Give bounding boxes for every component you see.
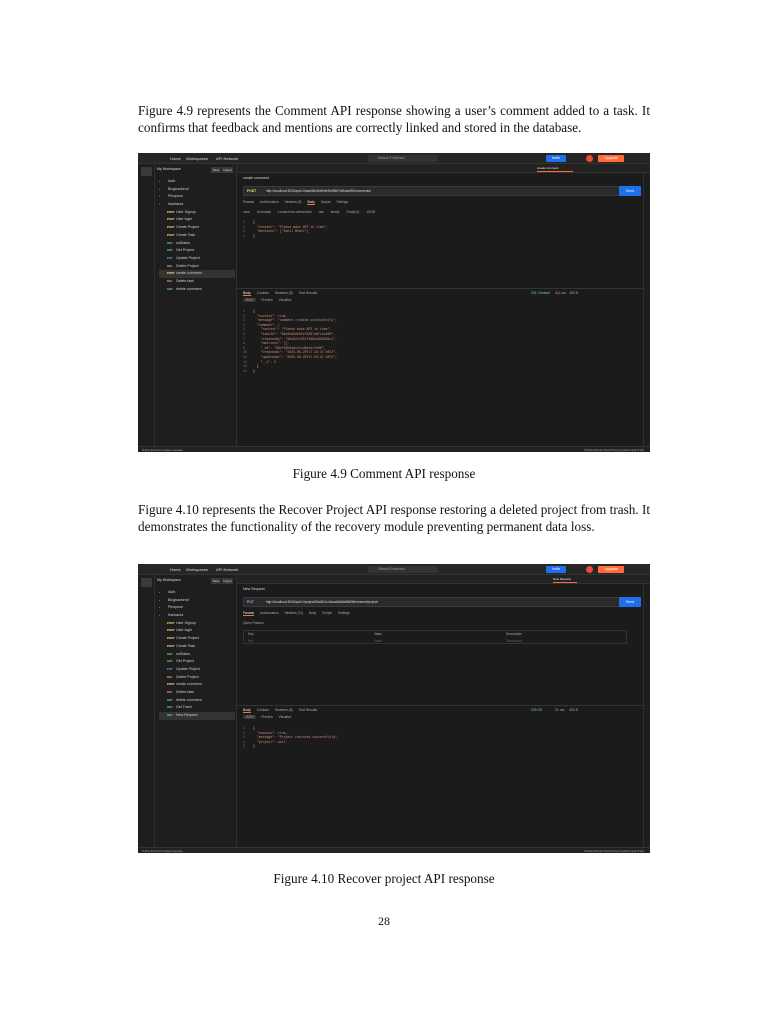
statusbar-left: Online Find and replace Console: [142, 448, 183, 452]
request-subtabs: [243, 200, 627, 207]
request-main: [237, 173, 643, 446]
sidebar-item[interactable]: [159, 666, 235, 674]
method-badge: POST: [167, 636, 175, 641]
sidebar-item[interactable]: [159, 635, 235, 643]
environments-icon[interactable]: [141, 180, 152, 189]
flows-icon[interactable]: [141, 604, 152, 613]
response-body: [243, 309, 337, 373]
collection-tree: [159, 589, 235, 720]
code-line: 2 "success": true,: [243, 730, 288, 735]
subtab[interactable]: Headers (8): [284, 200, 302, 204]
environments-icon[interactable]: [141, 591, 152, 600]
method-badge: POST: [167, 628, 175, 633]
sidebar-item-label: Delete Project: [176, 263, 199, 268]
subtab[interactable]: Body: [307, 200, 315, 204]
sidebar-item[interactable]: [159, 286, 235, 294]
method-badge: DEL: [167, 278, 173, 283]
param-col-description: Description: [506, 632, 522, 636]
method-badge: POST: [167, 217, 175, 222]
tab-cookies[interactable]: Cookies: [256, 291, 269, 295]
nav-home[interactable]: Home: [170, 567, 181, 572]
tab-test-results[interactable]: Test Results: [298, 708, 318, 712]
method-badge: ›: [159, 179, 160, 183]
code-line: 8 "mentions": [],: [243, 341, 290, 346]
format-select[interactable]: JSON: [245, 715, 254, 719]
query-params-table: [243, 630, 627, 644]
method-badge: ›: [159, 194, 160, 199]
method-select[interactable]: PUT: [247, 600, 254, 604]
code-line: 3 "message": "Project restored successfully",: [243, 735, 340, 740]
avatar[interactable]: [586, 155, 593, 162]
import-button[interactable]: Import: [223, 579, 232, 583]
sidebar-item[interactable]: [159, 612, 235, 620]
code-line: 6 "taskId": "68c9b8b9e9fef3567a9fcac890",: [243, 331, 336, 336]
avatar[interactable]: [586, 566, 593, 573]
query-params-label: Query Params: [243, 621, 264, 625]
sidebar-item-label: usStatus: [176, 240, 190, 245]
method-badge: GET: [167, 697, 173, 702]
method-badge: ›: [159, 613, 160, 618]
new-button[interactable]: New: [212, 579, 219, 583]
subtab[interactable]: Settings: [337, 611, 350, 615]
sidebar-item[interactable]: [159, 643, 235, 651]
right-rail: [643, 173, 650, 446]
status-badge: 201 Created: [531, 291, 550, 295]
collection-tree: [159, 178, 235, 293]
sidebar-item-label: Kanbania: [168, 613, 184, 618]
code-line: 12 "__v": 0: [243, 359, 276, 364]
collections-icon[interactable]: [141, 167, 152, 176]
response-body: [243, 726, 339, 749]
visualize-button[interactable]: Visualize: [278, 298, 292, 302]
sidebar: [155, 575, 237, 847]
code-line: 4 "comment": {: [243, 322, 280, 327]
page-number: 28: [378, 914, 390, 928]
sidebar-item-label: Create Project: [176, 225, 199, 230]
method-badge: POST: [167, 620, 175, 625]
sidebar-item[interactable]: [159, 224, 235, 232]
method-badge: ›: [159, 202, 160, 207]
method-badge: GET: [167, 286, 173, 291]
right-rail: [643, 584, 650, 847]
invite-button[interactable]: Invite: [546, 566, 566, 573]
sidebar: [155, 164, 237, 446]
nav-home[interactable]: Home: [170, 156, 181, 161]
sidebar-item-label: Delete task: [176, 278, 194, 283]
subtab[interactable]: Authorization: [259, 200, 279, 204]
request-subtabs: [243, 611, 627, 618]
sidebar-item[interactable]: [159, 620, 235, 628]
code-line: 7 "createdBy": "68c8cfc5571fdba1983281c1",: [243, 336, 338, 341]
status-badge: 200 OK: [531, 708, 543, 712]
sidebar-item[interactable]: [159, 255, 235, 263]
sidebar-item-label: New Request: [176, 713, 198, 717]
sidebar-item[interactable]: [159, 589, 235, 597]
tab-body[interactable]: Body: [243, 291, 251, 295]
code-line: 4 "project": null: [243, 739, 286, 744]
method-badge: POST: [167, 682, 175, 687]
subtab[interactable]: none: [243, 210, 251, 214]
param-value-input[interactable]: Value: [374, 639, 382, 643]
response-tools: [243, 298, 291, 305]
tab-headers[interactable]: Headers (8): [274, 708, 293, 712]
code-line: 1 {: [243, 220, 255, 224]
left-rail: [138, 164, 155, 446]
method-badge: GET: [167, 705, 173, 710]
sidebar-item[interactable]: [159, 712, 235, 720]
code-line: 9 "_id": "68cf93b94acc1cd8d1e1fe06",: [243, 345, 326, 350]
subtab[interactable]: binary: [330, 210, 340, 214]
collections-icon[interactable]: [141, 578, 152, 587]
method-badge: ›: [159, 186, 160, 191]
sidebar-item[interactable]: [159, 216, 235, 224]
method-badge: DEL: [167, 263, 173, 268]
app-topbar: [138, 564, 650, 575]
method-badge: ›: [159, 597, 160, 602]
sidebar-item-label: Auth: [168, 590, 176, 594]
code-line: 1 {: [243, 309, 255, 313]
nav-api-network[interactable]: API Network: [216, 156, 239, 161]
nav-workspaces[interactable]: Workspaces: [186, 156, 208, 161]
sidebar-item-label: Get Project: [176, 248, 194, 253]
import-button[interactable]: Import: [223, 168, 232, 172]
param-col-key: Key: [248, 632, 254, 636]
request-main: [237, 584, 643, 847]
sidebar-item-label: User Signup: [176, 620, 196, 625]
sidebar-item-label: create comment: [176, 682, 202, 687]
sidebar-item-label: Pinsproul: [168, 194, 183, 199]
method-badge: GET: [167, 248, 173, 253]
left-rail: [138, 575, 155, 847]
subtab[interactable]: Params: [243, 200, 254, 204]
visualize-button[interactable]: Visualize: [278, 715, 292, 719]
code-line: 3 "mentions": ["Sunil Bhatt"]: [243, 229, 309, 234]
method-badge: GET: [167, 651, 173, 656]
sidebar-item[interactable]: [159, 658, 235, 666]
subtab[interactable]: JSON: [366, 210, 376, 214]
status-bar: [138, 446, 650, 452]
method-badge: DEL: [167, 674, 173, 679]
response-size: 453 B: [569, 708, 578, 712]
subtab[interactable]: Authorization: [259, 611, 279, 615]
sidebar-item-label: Get Project: [176, 659, 194, 664]
request-name: New Request: [243, 587, 265, 591]
request-body-editor[interactable]: [243, 220, 328, 238]
sidebar-item-label: Create Task: [176, 643, 196, 648]
sidebar-item-label: create comment: [176, 271, 202, 276]
method-badge: ›: [159, 590, 160, 594]
sidebar-item[interactable]: [159, 674, 235, 682]
search-input[interactable]: Search Postman: [368, 155, 438, 162]
param-description-input[interactable]: Description: [506, 639, 522, 643]
flows-icon[interactable]: [141, 193, 152, 202]
caption-fig-4-9: Figure 4.9 Comment API response: [292, 466, 476, 481]
request-tabs: [237, 575, 650, 584]
sidebar-item-label: Create Task: [176, 232, 196, 237]
code-line: 10 "createdAt": "2025-09-20T17:23:37.867Z",: [243, 350, 338, 355]
code-line: 2 "success": true,: [243, 313, 288, 318]
sidebar-item-label: User login: [176, 217, 193, 222]
sidebar-item[interactable]: [159, 604, 235, 612]
invite-button[interactable]: Invite: [546, 155, 566, 162]
code-line: 4 }: [243, 233, 255, 238]
method-badge: PUT: [167, 666, 173, 671]
format-select[interactable]: JSON: [245, 298, 254, 302]
statusbar-right: Postbot Runner Start Proxy Cookies Vault Trash: [584, 849, 644, 853]
sidebar-item[interactable]: [159, 278, 235, 286]
sidebar-item-label: User login: [176, 628, 193, 633]
new-button[interactable]: New: [212, 168, 219, 172]
response-time: 411 ms: [555, 291, 566, 295]
sidebar-item[interactable]: [159, 201, 235, 209]
subtab[interactable]: Headers (11): [284, 611, 303, 615]
sidebar-item-label: Update Project: [176, 255, 200, 260]
sidebar-item[interactable]: [159, 270, 235, 278]
sidebar-item-label: Kanbania: [168, 202, 184, 207]
status-bar: [138, 847, 650, 853]
request-name: create comment: [243, 176, 269, 180]
sidebar-item-label: Delete task: [176, 689, 194, 694]
sidebar-item[interactable]: [159, 689, 235, 697]
tab-new-request[interactable]: New Request: [553, 576, 577, 583]
method-badge: ›: [159, 605, 160, 610]
sidebar-item[interactable]: [159, 247, 235, 255]
sidebar-item-label: delete comment: [176, 286, 202, 291]
search-input[interactable]: Search Postman: [368, 566, 438, 573]
sidebar-item[interactable]: [159, 232, 235, 240]
tab-body[interactable]: Body: [243, 708, 251, 712]
sidebar-item-label: Blogbackend: [168, 186, 189, 191]
sidebar-item-label: Update Project: [176, 666, 200, 671]
sidebar-item-label: Get Trash: [176, 705, 192, 710]
method-badge: GET: [167, 659, 173, 664]
method-badge: POST: [167, 232, 175, 237]
tab-headers[interactable]: Headers (8): [274, 291, 293, 295]
method-select[interactable]: POST: [247, 189, 257, 193]
sidebar-item-label: usStatus: [176, 651, 190, 656]
workspace-name: My Workspace: [157, 578, 181, 582]
method-badge: POST: [167, 209, 175, 214]
code-line: 5 "content": "Please make API in time",: [243, 327, 332, 332]
sidebar-item[interactable]: [159, 627, 235, 635]
subtab[interactable]: Scripts: [322, 611, 332, 615]
param-key-input[interactable]: Key: [248, 639, 254, 643]
url-bar[interactable]: [243, 186, 627, 196]
nav-workspaces[interactable]: Workspaces: [186, 567, 208, 572]
code-line: 13 }: [243, 364, 259, 369]
sidebar-item-label: delete comment: [176, 697, 202, 702]
tab-test-results[interactable]: Test Results: [298, 291, 318, 295]
subtab[interactable]: form-data: [257, 210, 271, 214]
subtab[interactable]: Settings: [336, 200, 348, 204]
url-bar[interactable]: [243, 597, 627, 607]
code-line: 5 }: [243, 744, 255, 749]
sidebar-item-label: Auth: [168, 179, 176, 183]
sidebar-item-label: Pinsproul: [168, 605, 183, 610]
code-line: 14 }: [243, 368, 255, 373]
method-badge: GET: [167, 240, 173, 245]
tab-cookies[interactable]: Cookies: [256, 708, 269, 712]
sidebar-item[interactable]: [159, 186, 235, 194]
method-badge: POST: [167, 643, 175, 648]
subtab[interactable]: x-www-form-urlencoded: [277, 210, 312, 214]
subtab[interactable]: GraphQL: [346, 210, 360, 214]
param-col-value: Value: [374, 632, 382, 636]
preview-button[interactable]: Preview: [261, 298, 273, 302]
sidebar-item[interactable]: [159, 651, 235, 659]
caption-fig-4-10: Figure 4.10 Recover project API response: [273, 871, 495, 886]
paragraph-fig-4-10: Figure 4.10 represents the Recover Project API response restoring a deleted project from trash. It demonstrates the functionality of the recovery module preventing permanent data loss.: [138, 502, 650, 534]
sidebar-item[interactable]: [159, 681, 235, 689]
response-bar: [237, 705, 643, 713]
sidebar-item[interactable]: [159, 697, 235, 705]
response-tools: [243, 715, 291, 722]
method-badge: GET: [167, 713, 173, 717]
upgrade-button[interactable]: Upgrade: [598, 566, 624, 573]
screenshot-comment-api: [138, 153, 650, 452]
subtab[interactable]: raw: [318, 210, 324, 214]
method-badge: POST: [167, 271, 175, 276]
request-tabs: [237, 164, 650, 173]
upgrade-button[interactable]: Upgrade: [598, 155, 624, 162]
sidebar-item-label: Blogbackend: [168, 597, 189, 602]
paragraph-fig-4-9: Figure 4.9 represents the Comment API response showing a user’s comment added to a task. It confirms that feedback and mentions are correctly linked and stored in the database.: [138, 103, 650, 135]
code-line: 1 {: [243, 726, 255, 730]
workspace-name: My Workspace: [157, 167, 181, 171]
code-line: 11 "updatedAt": "2025-09-20T17:23:37.867Z",: [243, 354, 338, 359]
sidebar-item[interactable]: [159, 178, 235, 186]
code-line: 3 "message": "comment created successfully",: [243, 318, 338, 323]
preview-button[interactable]: Preview: [261, 715, 273, 719]
response-size: 453 B: [569, 291, 578, 295]
sidebar-item[interactable]: [159, 209, 235, 217]
url-input[interactable]: http://localhost:3000/api/v1/task/68c9b8b9e9fef3567a9fcac890/comments/: [266, 189, 371, 193]
body-options: [243, 210, 627, 217]
sidebar-item-label: Delete Project: [176, 674, 199, 679]
method-badge: POST: [167, 225, 175, 230]
sidebar-item[interactable]: [159, 704, 235, 712]
app-topbar: [138, 153, 650, 164]
sidebar-item[interactable]: [159, 240, 235, 248]
send-button[interactable]: Send: [619, 597, 641, 607]
subtab[interactable]: Scripts: [320, 200, 331, 204]
screenshot-recover-project-api: [138, 564, 650, 853]
method-badge: PUT: [167, 255, 173, 260]
sidebar-item[interactable]: [159, 193, 235, 201]
url-input[interactable]: http://localhost:3000/api/v1/project/68c8f11c4cbac68d0a58b06b/restore/project/: [266, 600, 379, 604]
sidebar-item[interactable]: [159, 597, 235, 605]
send-button[interactable]: Send: [619, 186, 641, 196]
subtab[interactable]: Params: [243, 611, 254, 615]
sidebar-item[interactable]: [159, 263, 235, 271]
tab-create-comment[interactable]: create comment: [537, 165, 573, 172]
statusbar-left: Online Find and replace Console: [142, 849, 183, 853]
history-icon[interactable]: [141, 617, 152, 626]
sidebar-item-label: Create Project: [176, 636, 199, 641]
sidebar-item-label: User Signup: [176, 209, 196, 214]
history-icon[interactable]: [141, 206, 152, 215]
response-bar: [237, 288, 643, 296]
nav-api-network[interactable]: API Network: [216, 567, 239, 572]
statusbar-right: Postbot Runner Start Proxy Cookies Vault Trash: [584, 448, 644, 452]
subtab[interactable]: Body: [308, 611, 317, 615]
response-time: 21 ms: [555, 708, 565, 712]
code-line: 2 "content": "Please make API in time",: [243, 224, 328, 229]
method-badge: DEL: [167, 689, 173, 694]
